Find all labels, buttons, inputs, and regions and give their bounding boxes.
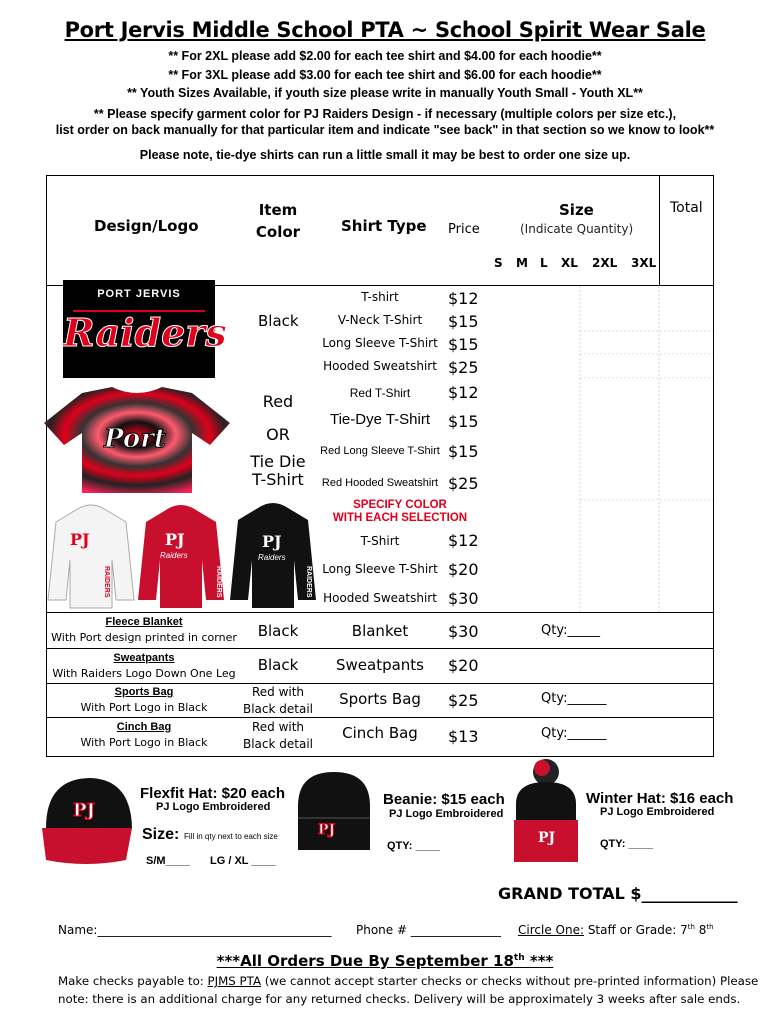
port-price-4: $25 (448, 474, 479, 493)
white-hoodie-sleeve: RAIDERS (103, 566, 110, 598)
specify-color-note-1: SPECIFY COLOR (353, 499, 447, 511)
sports-bag-name: Sports Bag (114, 686, 174, 698)
raiders-price-1: $12 (448, 289, 479, 308)
sports-bag-type: Sports Bag (339, 690, 421, 708)
port-color-tie-die: Tie Die (250, 452, 306, 471)
due-sup: th (513, 953, 525, 963)
grade8-sup: th (706, 923, 714, 931)
winter-title: Winter Hat: $16 each (586, 790, 734, 807)
sweatpants-name: Sweatpants (113, 652, 175, 664)
raiders-logo (63, 280, 227, 378)
grade-text: Staff or Grade: 7 (584, 923, 688, 937)
port-color-or: OR (266, 425, 290, 444)
sports-bag-qty[interactable]: Qty:______ (541, 691, 607, 706)
port-color-red: Red (262, 392, 294, 411)
red-hoodie-logo-sub: Raiders (160, 551, 188, 560)
cinch-bag-desc: With Port Logo in Black (80, 736, 208, 749)
raiders-logo-top: PORT JERVIS (97, 288, 181, 300)
black-hoodie-logo-sub: Raiders (258, 553, 286, 562)
checks-line-1 (58, 974, 759, 988)
port-type-1: Red T-Shirt (349, 386, 411, 400)
blanket-name: Fleece Blanket (105, 616, 183, 628)
header-item: Item (258, 201, 298, 219)
winter-hat-logo: PJ (538, 830, 556, 846)
due-b: *** (524, 952, 554, 970)
note-tie-dye: Please note, tie-dye shirts can run a little small it may be best to order one size up. (139, 148, 631, 162)
winter-qty[interactable]: QTY: ____ (600, 838, 653, 850)
size-note: Fill in qty next to each size (184, 832, 278, 841)
note-youth: ** Youth Sizes Available, if youth size please write in manually Youth Small - Youth XL** (127, 86, 643, 100)
blanket-price: $30 (448, 622, 479, 641)
blanket-desc: With Port design printed in corner (51, 631, 237, 644)
port-price-2: $15 (448, 412, 479, 431)
white-hoodie-icon (48, 505, 134, 608)
raiders-type-4: Hooded Sweatshirt (323, 359, 437, 373)
cinch-bag-color-2: Black detail (242, 737, 313, 751)
phone-field[interactable]: Phone # _______________ (356, 923, 501, 937)
sweatpants-color: Black (257, 656, 299, 674)
sports-bag-color-1: Red with (251, 685, 305, 699)
header-size-sub: (Indicate Quantity) (520, 222, 634, 236)
due-a: ***All Orders Due By September 18 (216, 952, 514, 970)
raiders-price-4: $25 (448, 358, 479, 377)
cinch-bag-qty[interactable]: Qty:______ (541, 726, 607, 741)
note-3xl: ** For 3XL please add $3.00 for each tee shirt and $6.00 for each hoodie** (168, 68, 602, 82)
circle-one[interactable] (518, 923, 714, 937)
winter-sub: PJ Logo Embroidered (600, 806, 715, 818)
port-price-1: $12 (448, 383, 479, 402)
beanie-qty[interactable]: QTY: ____ (387, 840, 440, 852)
pj-price-3: $30 (448, 589, 479, 608)
circle-one-label: Circle One: (518, 923, 584, 937)
raiders-color: Black (258, 312, 299, 330)
black-hoodie-logo: PJ (262, 532, 282, 551)
checks-pjms: PJMS PTA (207, 974, 262, 988)
size-l: L (540, 256, 548, 270)
cinch-bag-name: Cinch Bag (116, 721, 172, 733)
size-m: M (516, 256, 528, 270)
header-color: Color (255, 223, 301, 241)
header-shirt-type: Shirt Type (341, 217, 427, 235)
port-price-3: $15 (448, 442, 479, 461)
pj-price-1: $12 (448, 531, 479, 550)
port-type-2: Tie-Dye T-Shirt (329, 411, 431, 428)
beanie-sub: PJ Logo Embroidered (389, 808, 504, 820)
size-label: Size: (142, 826, 180, 843)
size-3xl: 3XL (631, 256, 657, 270)
black-hoodie-sleeve: RAIDERS (305, 566, 312, 598)
note-2xl: ** For 2XL please add $2.00 for each tee shirt and $4.00 for each hoodie** (168, 49, 602, 63)
white-hoodie-logo: PJ (70, 530, 90, 549)
sweatpants-type: Sweatpants (335, 656, 424, 674)
beanie-title: Beanie: $15 each (383, 791, 505, 808)
flexfit-sub: PJ Logo Embroidered (156, 801, 271, 813)
grand-total[interactable]: GRAND TOTAL $____________ (498, 884, 738, 903)
raiders-type-1: T-shirt (361, 290, 399, 304)
port-color-tshirt: T-Shirt (252, 470, 304, 489)
raiders-type-3: Long Sleeve T-Shirt (322, 336, 438, 350)
port-type-4: Red Hooded Sweatshirt (321, 477, 439, 489)
size-s: S (494, 256, 503, 270)
beanie-image (292, 770, 376, 860)
sports-bag-price: $25 (448, 691, 479, 710)
winter-hat-image (508, 758, 584, 866)
checks-line-2: note: there is an additional charge for any returned checks. Delivery will be approximately 3 weeks after sale ends. (58, 992, 741, 1006)
note-specify-1: ** Please specify garment color for PJ Raiders Design - if necessary (multiple colors per size etc.), (93, 107, 677, 121)
blanket-color: Black (257, 622, 299, 640)
red-hoodie-logo: PJ (165, 530, 185, 549)
pj-type-2: Long Sleeve T-Shirt (322, 562, 438, 576)
sweatpants-desc: With Raiders Logo Down One Leg (52, 667, 236, 680)
cinch-bag-type: Cinch Bag (342, 724, 418, 742)
raiders-price-3: $15 (448, 335, 479, 354)
sweatpants-price: $20 (448, 656, 479, 675)
port-type-3: Red Long Sleeve T-Shirt (320, 445, 440, 457)
flexfit-sm-qty[interactable]: S/M____ (146, 855, 191, 867)
raiders-price-2: $15 (448, 312, 479, 331)
checks-b: (we cannot accept starter checks or checks without pre-printed information) Please (261, 974, 759, 988)
header-design: Design/Logo (94, 217, 199, 235)
grade8: 8 (694, 923, 707, 937)
header-size: Size (559, 201, 594, 219)
red-hoodie-sleeve: RAIDERS (215, 566, 222, 598)
pj-type-3: Hooded Sweatshirt (323, 591, 437, 605)
size-2xl: 2XL (592, 256, 618, 270)
flexfit-hat-logo: PJ (73, 800, 96, 821)
note-specify-2: list order on back manually for that particular item and indicate "see back" in that section so we know to look** (55, 123, 715, 137)
port-logo: Port (104, 424, 166, 454)
raiders-logo-main: Raiders (63, 310, 227, 355)
header-total: Total (670, 200, 703, 216)
grade7-sup: th (687, 923, 695, 931)
sports-bag-color-2: Black detail (242, 702, 313, 716)
name-field[interactable]: Name:_______________________________________ (58, 923, 332, 937)
flexfit-title: Flexfit Hat: $20 each (140, 785, 286, 802)
flexfit-lgxl-qty[interactable]: LG / XL ____ (210, 855, 276, 867)
beanie-logo: PJ (318, 822, 336, 838)
specify-color-note-2: WITH EACH SELECTION (332, 512, 468, 524)
due-date (0, 952, 770, 970)
blanket-type: Blanket (351, 622, 409, 640)
raiders-type-2: V-Neck T-Shirt (337, 313, 423, 327)
pj-price-2: $20 (448, 560, 479, 579)
cinch-bag-color-1: Red with (251, 720, 305, 734)
pj-type-1: T-Shirt (360, 534, 400, 548)
page-title: Port Jervis Middle School PTA ~ School Spirit Wear Sale (64, 18, 706, 42)
checks-a: Make checks payable to: (58, 974, 208, 988)
header-price: Price (448, 222, 480, 237)
cinch-bag-price: $13 (448, 727, 479, 746)
size-xl: XL (561, 256, 578, 270)
blanket-qty[interactable]: Qty:_____ (541, 623, 600, 638)
sports-bag-desc: With Port Logo in Black (80, 701, 208, 714)
